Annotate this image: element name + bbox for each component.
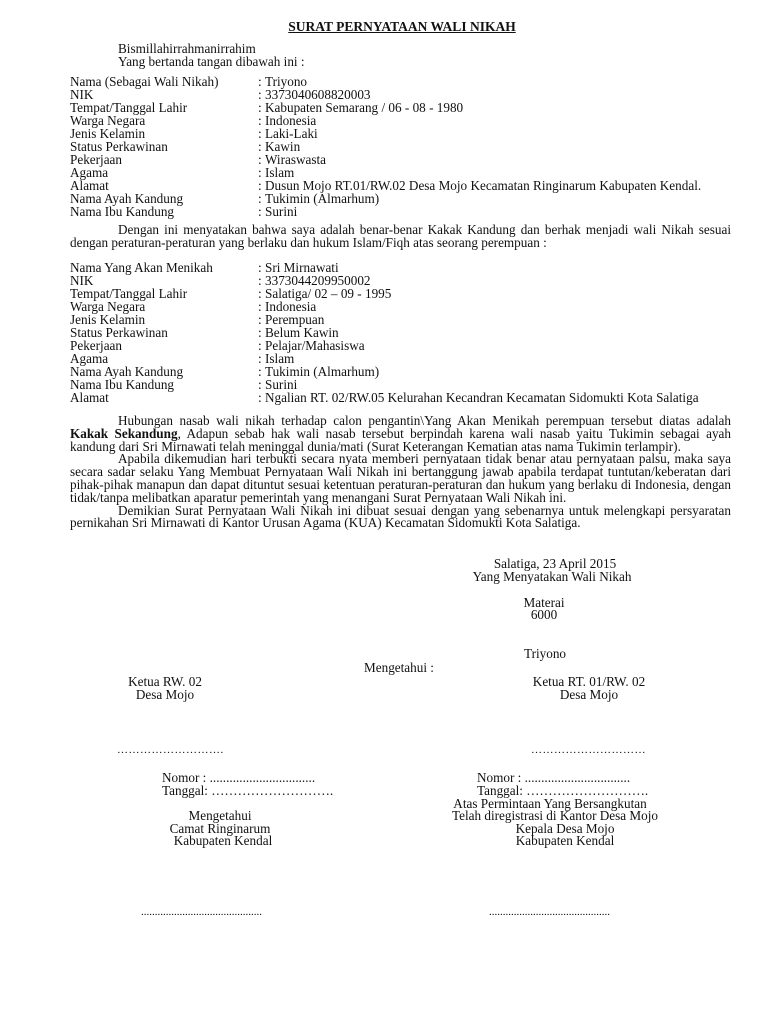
wali-field-label: Status Perkawinan — [70, 139, 168, 154]
wali-field-colon: : — [258, 152, 262, 167]
materai-value: 6000 — [530, 607, 558, 622]
wali-field-value: Laki-Laki — [265, 126, 318, 141]
signer-name: Triyono — [523, 646, 567, 661]
bride-field-value: Perempuan — [265, 312, 325, 327]
bride-field-colon: : — [258, 338, 262, 353]
wali-field-colon: : — [258, 74, 262, 89]
wali-field-value: Islam — [265, 165, 295, 180]
request-line-2: Telah diregistrasi di Kantor Desa Mojo — [452, 808, 658, 823]
wali-field-label: Alamat — [70, 178, 109, 193]
bride-field-label: Pekerjaan — [70, 338, 122, 353]
bride-field-colon: : — [258, 325, 262, 340]
bride-field-label: Alamat — [70, 390, 109, 405]
bride-field-value: Tukimin (Almarhum) — [265, 364, 380, 379]
wali-field-colon: : — [258, 191, 262, 206]
bride-field-colon: : — [258, 299, 262, 314]
rw-signature-line: ………………………. — [117, 744, 224, 756]
rt-place: Desa Mojo — [559, 687, 619, 702]
paragraph-liability: Apabila dikemudian hari terbukti secara nyata memberi pernyataan tidak benar atau pernyataan palsu, maka saya secara sadar selaku Yang Membuat Pernyataan Wali Nikah ini bertanggung jawab apabila terdapat tuntutan/keberatan dari pihak-pihak manapun dan dapat dituntut sesuai ketentuan peraturan-peraturan dan hukum yang berlaku di Indonesia, dengan tidak/tanpa melibatkan aparatur pemerintah yang menangani Surat Pernyataan Wali Nikah ini. — [70, 451, 731, 505]
bride-field-value: Belum Kawin — [265, 325, 339, 340]
statement-paragraph — [70, 224, 731, 250]
bride-field-value: Islam — [265, 351, 295, 366]
rw-tanggal: Tanggal: ………………………. — [162, 783, 334, 798]
request-line-1: Atas Permintaan Yang Bersangkutan — [453, 796, 647, 811]
wali-field-colon: : — [258, 87, 262, 102]
wali-field-label: Nama Ibu Kandung — [70, 204, 175, 219]
bride-field-colon: : — [258, 351, 262, 366]
wali-field-colon: : — [258, 139, 262, 154]
bride-field-colon: : — [258, 364, 262, 379]
wali-field-colon: : — [258, 113, 262, 128]
signer-role: Yang Menyatakan Wali Nikah — [472, 569, 632, 584]
paragraph-nasab-start: Hubungan nasab wali nikah terhadap calon pengantin\Yang Akan Menikah perempuan tersebut diatas adalah — [118, 413, 731, 428]
body-paragraphs — [70, 415, 731, 530]
wali-field-value: Indonesia — [265, 113, 317, 128]
bride-field-colon: : — [258, 273, 262, 288]
wali-field-label: Jenis Kelamin — [70, 126, 146, 141]
rw-title: Ketua RW. 02 — [128, 674, 202, 689]
wali-field-value: Kawin — [265, 139, 301, 154]
wali-field-colon: : — [258, 100, 262, 115]
wali-field-label: NIK — [70, 87, 94, 102]
bride-field-value: Sri Mirnawati — [265, 260, 339, 275]
bride-field-value: Indonesia — [265, 299, 317, 314]
bride-field-colon: : — [258, 260, 262, 275]
paragraph-nasab-end: , Adapun sebab hak wali nasab tersebut berpindah karena wali nasab yaitu Tukimin sebagai ayah kandung dari Sri Mirnawati telah meninggal dunia/mati (Surat Keterangan Kematian atas nama Tukimin terlampir). — [70, 425, 731, 454]
intro-line: Yang bertanda tangan dibawah ini : — [118, 54, 305, 69]
bride-field-label: NIK — [70, 273, 94, 288]
rt-title: Ketua RT. 01/RW. 02 — [532, 674, 646, 689]
camat-region: Kabupaten Kendal — [173, 833, 273, 848]
rw-nomor: Nomor : ................................ — [162, 770, 316, 785]
wali-field-value: Surini — [265, 204, 298, 219]
document-title: SURAT PERNYATAAN WALI NIKAH — [288, 19, 516, 34]
place-date: Salatiga, 23 April 2015 — [493, 556, 617, 571]
rw-place: Desa Mojo — [135, 687, 195, 702]
bride-field-label: Nama Ayah Kandung — [70, 364, 184, 379]
bride-field-value: 3373044209950002 — [265, 273, 371, 288]
wali-field-colon: : — [258, 165, 262, 180]
bride-field-label: Nama Yang Akan Menikah — [70, 260, 213, 275]
kades-title: Kepala Desa Mojo — [515, 821, 615, 836]
bride-field-colon: : — [258, 390, 262, 405]
statement-text: Dengan ini menyatakan bahwa saya adalah benar-benar Kakak Kandung dan berhak menjadi wali Nikah sesuai dengan peraturan-peraturan yang berlaku dan hukum Islam/Fiqh atas seorang perempuan : — [70, 222, 731, 250]
wali-field-label: Nama Ayah Kandung — [70, 191, 184, 206]
wali-field-value: Tukimin (Almarhum) — [265, 191, 380, 206]
wali-field-value: Triyono — [265, 74, 308, 89]
wali-field-colon: : — [258, 204, 262, 219]
materai-label: Materai — [523, 595, 565, 610]
wali-field-label: Tempat/Tanggal Lahir — [70, 100, 188, 115]
bride-field-colon: : — [258, 286, 262, 301]
mengetahui-label: Mengetahui : — [364, 660, 434, 675]
bride-field-colon: : — [258, 377, 262, 392]
basmalah: Bismillahirrahmanirrahim — [118, 41, 256, 56]
paragraph-nasab-bold: Kakak Sekandung — [70, 425, 178, 441]
paragraph-nasab — [70, 415, 731, 453]
rt-nomor: Nomor : ................................ — [477, 770, 631, 785]
wali-field-value: Kabupaten Semarang / 06 - 08 - 1980 — [265, 100, 464, 115]
kades-region: Kabupaten Kendal — [515, 833, 615, 848]
wali-field-label: Agama — [70, 165, 109, 180]
rt-signature-line: ………………………… — [531, 744, 646, 756]
bride-field-colon: : — [258, 312, 262, 327]
bride-field-label: Tempat/Tanggal Lahir — [70, 286, 188, 301]
wali-field-colon: : — [258, 126, 262, 141]
bride-field-value: Salatiga/ 02 – 09 - 1995 — [265, 286, 392, 301]
bride-field-label: Jenis Kelamin — [70, 312, 146, 327]
camat-title: Camat Ringinarum — [169, 821, 271, 836]
kades-signature-line: ............................................ — [489, 906, 610, 918]
bride-field-label: Warga Negara — [70, 299, 146, 314]
rt-tanggal: Tanggal: ………………………. — [477, 783, 649, 798]
bride-field-value: Surini — [265, 377, 298, 392]
bride-field-value: Ngalian RT. 02/RW.05 Kelurahan Kecandran Kecamatan Sidomukti Kota Salatiga — [265, 390, 699, 405]
bride-field-label: Agama — [70, 351, 109, 366]
wali-field-value: Dusun Mojo RT.01/RW.02 Desa Mojo Kecamatan Ringinarum Kabupaten Kendal. — [265, 178, 702, 193]
paragraph-closing: Demikian Surat Pernyataan Wali Nikah ini dibuat sesuai dengan yang sebenarnya untuk melengkapi persyaratan pernikahan Sri Mirnawati di Kantor Urusan Agama (KUA) Kecamatan Sidomukti Kota Salatiga. — [70, 502, 731, 531]
wali-field-label: Warga Negara — [70, 113, 146, 128]
wali-field-value: Wiraswasta — [265, 152, 326, 167]
bride-field-value: Pelajar/Mahasiswa — [265, 338, 365, 353]
bride-field-label: Nama Ibu Kandung — [70, 377, 175, 392]
bride-field-label: Status Perkawinan — [70, 325, 168, 340]
wali-field-colon: : — [258, 178, 262, 193]
wali-field-value: 3373040608820003 — [265, 87, 371, 102]
camat-mengetahui-label: Mengetahui — [188, 808, 252, 823]
camat-signature-line: ............................................ — [141, 906, 262, 918]
wali-field-label: Nama (Sebagai Wali Nikah) — [70, 74, 219, 89]
wali-field-label: Pekerjaan — [70, 152, 122, 167]
